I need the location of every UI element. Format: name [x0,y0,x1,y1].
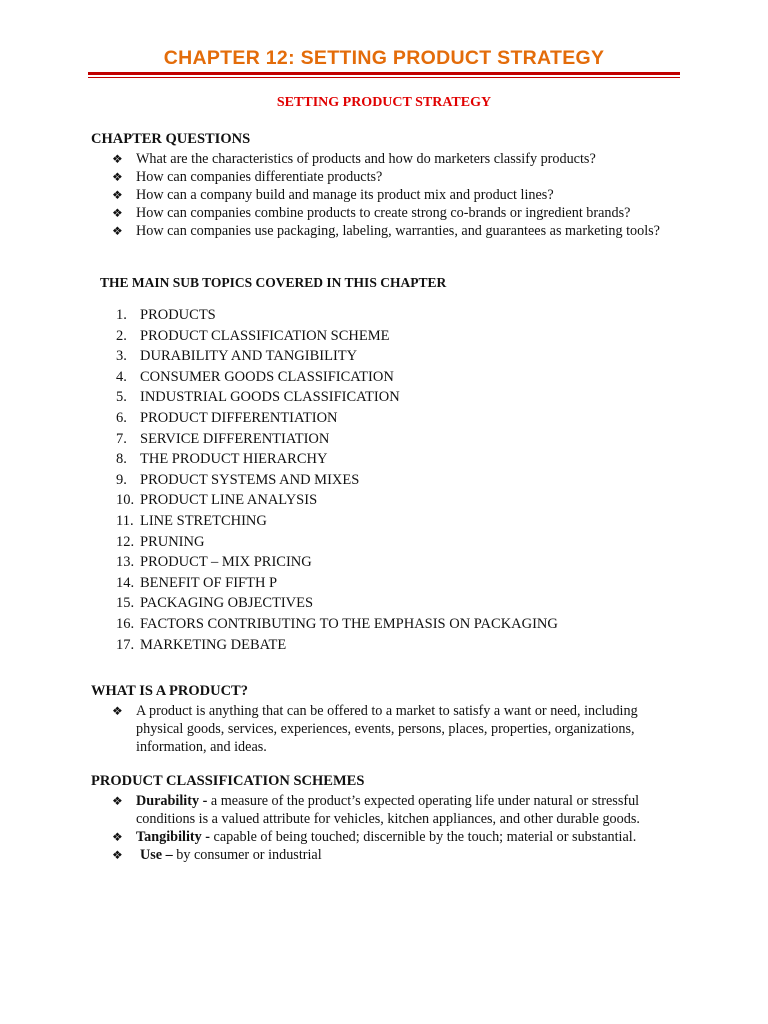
list-item: 5. INDUSTRIAL GOODS CLASSIFICATION [116,389,400,406]
list-item: 9. PRODUCT SYSTEMS AND MIXES [116,471,360,488]
classification-heading: PRODUCT CLASSIFICATION SCHEMES [91,773,365,789]
bullet-diamond-icon: ❖ [112,224,123,238]
list-item: 8. THE PRODUCT HIERARCHY [116,451,328,468]
list-item: 3. DURABILITY AND TANGIBILITY [116,348,358,365]
list-item: 6. PRODUCT DIFFERENTIATION [116,409,338,426]
list-item: 15. PACKAGING OBJECTIVES [116,595,314,612]
list-item: ❖ How can companies combine products to create strong co-brands or ingredient brands? [112,205,631,221]
list-item: 13. PRODUCT – MIX PRICING [116,554,312,571]
chapter-questions-list [112,150,682,240]
bullet-diamond-icon: ❖ [112,830,123,844]
list-item: 1. PRODUCTS [116,307,216,323]
list-item: 12. PRUNING [116,533,205,550]
sub-topics-heading: THE MAIN SUB TOPICS COVERED IN THIS CHAPTER [100,275,447,290]
list-item: ❖ How can companies differentiate products? [112,169,383,185]
list-item: ❖ Tangibility - capable of being touched; discernible by the touch; material or substantial. [112,829,637,845]
bullet-diamond-icon: ❖ [112,704,123,718]
list-item: 2. PRODUCT CLASSIFICATION SCHEME [116,327,390,344]
bullet-diamond-icon: ❖ [112,794,123,808]
list-item: 16. FACTORS CONTRIBUTING TO THE EMPHASIS ON PACKAGING [116,615,558,632]
list-item: 7. SERVICE DIFFERENTIATION [116,430,330,447]
list-item: ❖ What are the characteristics of products and how do marketers classify products? [112,151,596,167]
bullet-diamond-icon: ❖ [112,206,123,220]
section-subtitle: SETTING PRODUCT STRATEGY [276,95,492,110]
list-item: 14. BENEFIT OF FIFTH P [116,574,278,591]
list-item: 10. PRODUCT LINE ANALYSIS [116,492,318,509]
list-item: 17. MARKETING DEBATE [116,636,287,653]
what-is-product-heading: WHAT IS A PRODUCT? [91,683,248,699]
list-item: ❖ Use – by consumer or industrial [112,847,322,863]
bullet-diamond-icon: ❖ [112,170,123,184]
bullet-diamond-icon: ❖ [112,188,123,202]
list-item: ❖ A product is anything that can be offered to a market to satisfy a want or need, including physical goods, services, experiences, events, persons, places, properties, organizations, information, and ideas. [112,703,638,755]
bullet-diamond-icon: ❖ [112,152,123,166]
bullet-diamond-icon: ❖ [112,848,123,862]
list-item: ❖ How can a company build and manage its product mix and product lines? [112,187,554,203]
classification-list [112,792,682,864]
title-rule-thin [88,77,680,78]
chapter-questions-heading: CHAPTER QUESTIONS [91,131,251,147]
sub-topics-list [116,305,558,655]
title-rule-thick [88,72,680,75]
list-item: 4. CONSUMER GOODS CLASSIFICATION [116,368,394,385]
list-item: 11. LINE STRETCHING [116,512,267,529]
list-item: ❖ Durability - a measure of the product’s expected operating life under natural or stressful conditions is a valued attribute for vehicles, kitchen appliances, and other durable goods. [112,793,640,827]
what-is-product-list [112,702,682,756]
chapter-title: CHAPTER 12: SETTING PRODUCT STRATEGY [163,47,605,69]
list-item: ❖ How can companies use packaging, labeling, warranties, and guarantees as marketing tools? [112,223,660,239]
